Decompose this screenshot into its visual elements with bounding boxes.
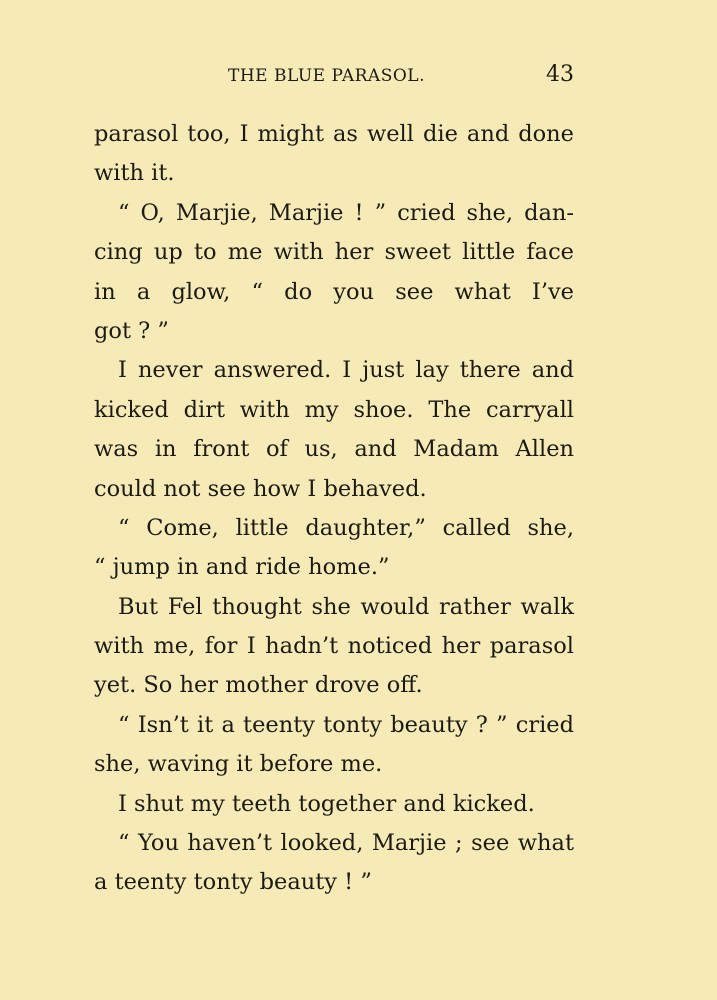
text-line: “ You haven’t looked, Marjie ; see what <box>118 830 574 857</box>
text-line: But Fel thought she would rather walk <box>118 593 574 620</box>
text-line: was in front of us, and Madam Allen <box>94 436 574 463</box>
text-line: she, waving it before me. <box>94 751 383 778</box>
text-line: “ jump in and ride home.” <box>94 554 390 581</box>
body-text <box>94 115 574 903</box>
text-line: a teenty tonty beauty ! ” <box>94 869 372 896</box>
text-line: I shut my teeth together and kicked. <box>118 790 535 817</box>
running-title: THE BLUE PARASOL. <box>228 66 425 86</box>
text-line: “ O, Marjie, Marjie ! ” cried she, dan- <box>118 199 574 226</box>
text-line: I never answered. I just lay there and <box>118 357 574 384</box>
text-line: could not see how I behaved. <box>94 475 427 502</box>
text-line: “ Come, little daughter,” called she, <box>118 514 574 541</box>
text-line: kicked dirt with my shoe. The carryall <box>94 396 574 423</box>
text-line: cing up to me with her sweet little face <box>94 239 574 266</box>
running-header <box>94 62 574 92</box>
text-line: got ? ” <box>94 317 169 344</box>
page-number: 43 <box>546 62 574 87</box>
text-line: yet. So her mother drove off. <box>94 672 423 699</box>
text-line: with it. <box>94 160 175 187</box>
text-line: with me, for I hadn’t noticed her parasol <box>94 633 574 660</box>
text-line: in a glow, “ do you see what I’ve <box>94 278 574 305</box>
text-line: “ Isn’t it a teenty tonty beauty ? ” cried <box>118 711 574 738</box>
text-line: parasol too, I might as well die and done <box>94 121 574 147</box>
